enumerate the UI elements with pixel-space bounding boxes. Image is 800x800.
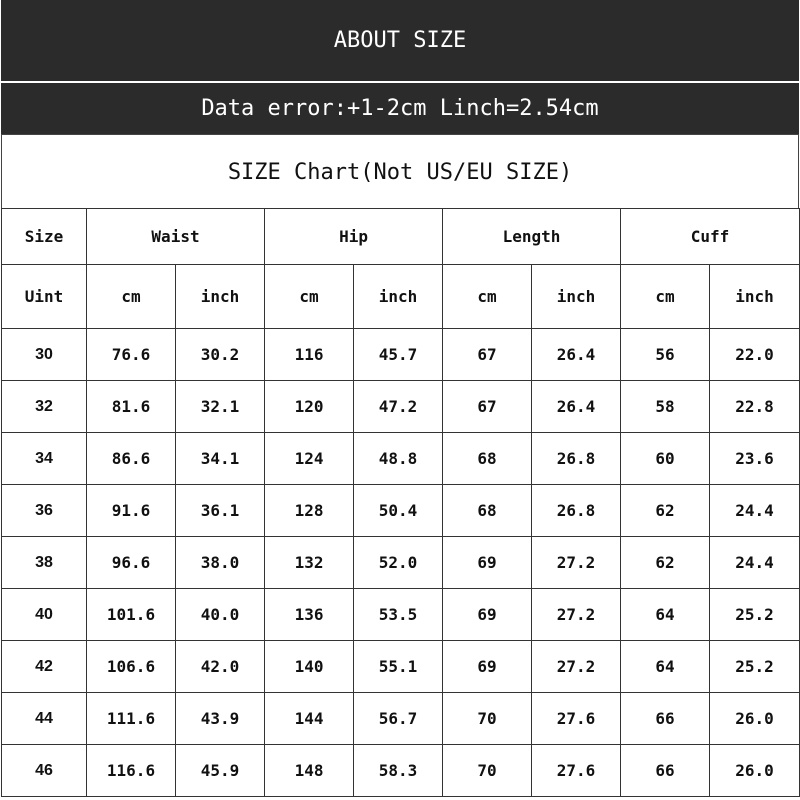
length-cm-cell: 69 bbox=[443, 537, 532, 589]
cuff-cm-cell: 56 bbox=[621, 329, 710, 381]
waist-cm-cell: 86.6 bbox=[87, 433, 176, 485]
hip-inch-cell: 55.1 bbox=[354, 641, 443, 693]
waist-inch-cell: 38.0 bbox=[176, 537, 265, 589]
cuff-cm-header: cm bbox=[621, 265, 710, 329]
length-cm-cell: 70 bbox=[443, 745, 532, 797]
about-size-title: ABOUT SIZE bbox=[333, 28, 467, 53]
length-cm-cell: 69 bbox=[443, 641, 532, 693]
hip-cm-cell: 128 bbox=[265, 485, 354, 537]
about-size-banner bbox=[1, 0, 799, 83]
table-row bbox=[2, 745, 800, 797]
waist-inch-cell: 34.1 bbox=[176, 433, 265, 485]
unit-header-row bbox=[2, 265, 800, 329]
hip-cm-cell: 116 bbox=[265, 329, 354, 381]
cuff-cm-cell: 62 bbox=[621, 485, 710, 537]
length-cm-cell: 69 bbox=[443, 589, 532, 641]
cuff-inch-cell: 24.4 bbox=[710, 485, 800, 537]
size-chart-title: SIZE Chart(Not US/EU SIZE) bbox=[227, 159, 573, 185]
hip-cm-cell: 136 bbox=[265, 589, 354, 641]
waist-cm-cell: 106.6 bbox=[87, 641, 176, 693]
waist-inch-cell: 42.0 bbox=[176, 641, 265, 693]
waist-inch-cell: 30.2 bbox=[176, 329, 265, 381]
size-value: 40 bbox=[2, 589, 87, 641]
hip-inch-cell: 48.8 bbox=[354, 433, 443, 485]
hip-inch-cell: 47.2 bbox=[354, 381, 443, 433]
length-inch-cell: 26.4 bbox=[532, 381, 621, 433]
waist-inch-cell: 43.9 bbox=[176, 693, 265, 745]
unit-row-label: Uint bbox=[2, 265, 87, 329]
cuff-group-header: Cuff bbox=[621, 209, 800, 265]
cuff-inch-cell: 22.0 bbox=[710, 329, 800, 381]
cuff-inch-cell: 25.2 bbox=[710, 641, 800, 693]
waist-inch-cell: 32.1 bbox=[176, 381, 265, 433]
length-cm-cell: 68 bbox=[443, 433, 532, 485]
hip-cm-cell: 140 bbox=[265, 641, 354, 693]
size-value: 30 bbox=[2, 329, 87, 381]
length-cm-cell: 68 bbox=[443, 485, 532, 537]
length-inch-cell: 27.2 bbox=[532, 641, 621, 693]
waist-cm-cell: 81.6 bbox=[87, 381, 176, 433]
hip-inch-header: inch bbox=[354, 265, 443, 329]
cuff-cm-cell: 64 bbox=[621, 641, 710, 693]
size-table bbox=[1, 208, 800, 797]
data-error-banner bbox=[1, 83, 799, 134]
hip-inch-cell: 56.7 bbox=[354, 693, 443, 745]
length-inch-cell: 26.8 bbox=[532, 485, 621, 537]
hip-inch-cell: 53.5 bbox=[354, 589, 443, 641]
length-cm-cell: 67 bbox=[443, 381, 532, 433]
hip-inch-cell: 50.4 bbox=[354, 485, 443, 537]
cuff-cm-cell: 66 bbox=[621, 745, 710, 797]
length-inch-header: inch bbox=[532, 265, 621, 329]
cuff-inch-cell: 26.0 bbox=[710, 745, 800, 797]
size-column-header: Size bbox=[2, 209, 87, 265]
table-row bbox=[2, 433, 800, 485]
data-error-note: Data error:+1-2cm Linch=2.54cm bbox=[201, 96, 599, 121]
hip-cm-cell: 124 bbox=[265, 433, 354, 485]
waist-cm-cell: 91.6 bbox=[87, 485, 176, 537]
cuff-cm-cell: 64 bbox=[621, 589, 710, 641]
waist-inch-header: inch bbox=[176, 265, 265, 329]
hip-cm-header: cm bbox=[265, 265, 354, 329]
length-group-header: Length bbox=[443, 209, 621, 265]
table-row bbox=[2, 693, 800, 745]
length-cm-header: cm bbox=[443, 265, 532, 329]
group-header-row bbox=[2, 209, 800, 265]
hip-inch-cell: 45.7 bbox=[354, 329, 443, 381]
table-row bbox=[2, 537, 800, 589]
length-inch-cell: 27.6 bbox=[532, 745, 621, 797]
cuff-inch-cell: 22.8 bbox=[710, 381, 800, 433]
hip-cm-cell: 148 bbox=[265, 745, 354, 797]
waist-inch-cell: 45.9 bbox=[176, 745, 265, 797]
table-row bbox=[2, 329, 800, 381]
table-row bbox=[2, 589, 800, 641]
hip-inch-cell: 52.0 bbox=[354, 537, 443, 589]
size-value: 36 bbox=[2, 485, 87, 537]
cuff-inch-cell: 24.4 bbox=[710, 537, 800, 589]
waist-inch-cell: 36.1 bbox=[176, 485, 265, 537]
cuff-inch-header: inch bbox=[710, 265, 800, 329]
size-value: 46 bbox=[2, 745, 87, 797]
size-value: 34 bbox=[2, 433, 87, 485]
waist-cm-cell: 111.6 bbox=[87, 693, 176, 745]
table-row bbox=[2, 381, 800, 433]
size-value: 42 bbox=[2, 641, 87, 693]
table-row bbox=[2, 485, 800, 537]
waist-cm-cell: 101.6 bbox=[87, 589, 176, 641]
size-chart-banner bbox=[1, 134, 799, 209]
hip-group-header: Hip bbox=[265, 209, 443, 265]
length-inch-cell: 26.4 bbox=[532, 329, 621, 381]
size-value: 32 bbox=[2, 381, 87, 433]
hip-cm-cell: 144 bbox=[265, 693, 354, 745]
length-inch-cell: 26.8 bbox=[532, 433, 621, 485]
cuff-cm-cell: 62 bbox=[621, 537, 710, 589]
table-row bbox=[2, 641, 800, 693]
cuff-cm-cell: 60 bbox=[621, 433, 710, 485]
cuff-inch-cell: 23.6 bbox=[710, 433, 800, 485]
cuff-inch-cell: 26.0 bbox=[710, 693, 800, 745]
length-inch-cell: 27.2 bbox=[532, 589, 621, 641]
waist-cm-cell: 116.6 bbox=[87, 745, 176, 797]
waist-cm-cell: 96.6 bbox=[87, 537, 176, 589]
size-value: 38 bbox=[2, 537, 87, 589]
hip-cm-cell: 132 bbox=[265, 537, 354, 589]
length-cm-cell: 70 bbox=[443, 693, 532, 745]
waist-group-header: Waist bbox=[87, 209, 265, 265]
length-inch-cell: 27.6 bbox=[532, 693, 621, 745]
waist-inch-cell: 40.0 bbox=[176, 589, 265, 641]
hip-inch-cell: 58.3 bbox=[354, 745, 443, 797]
cuff-cm-cell: 66 bbox=[621, 693, 710, 745]
length-cm-cell: 67 bbox=[443, 329, 532, 381]
waist-cm-header: cm bbox=[87, 265, 176, 329]
size-value: 44 bbox=[2, 693, 87, 745]
length-inch-cell: 27.2 bbox=[532, 537, 621, 589]
hip-cm-cell: 120 bbox=[265, 381, 354, 433]
cuff-cm-cell: 58 bbox=[621, 381, 710, 433]
waist-cm-cell: 76.6 bbox=[87, 329, 176, 381]
cuff-inch-cell: 25.2 bbox=[710, 589, 800, 641]
